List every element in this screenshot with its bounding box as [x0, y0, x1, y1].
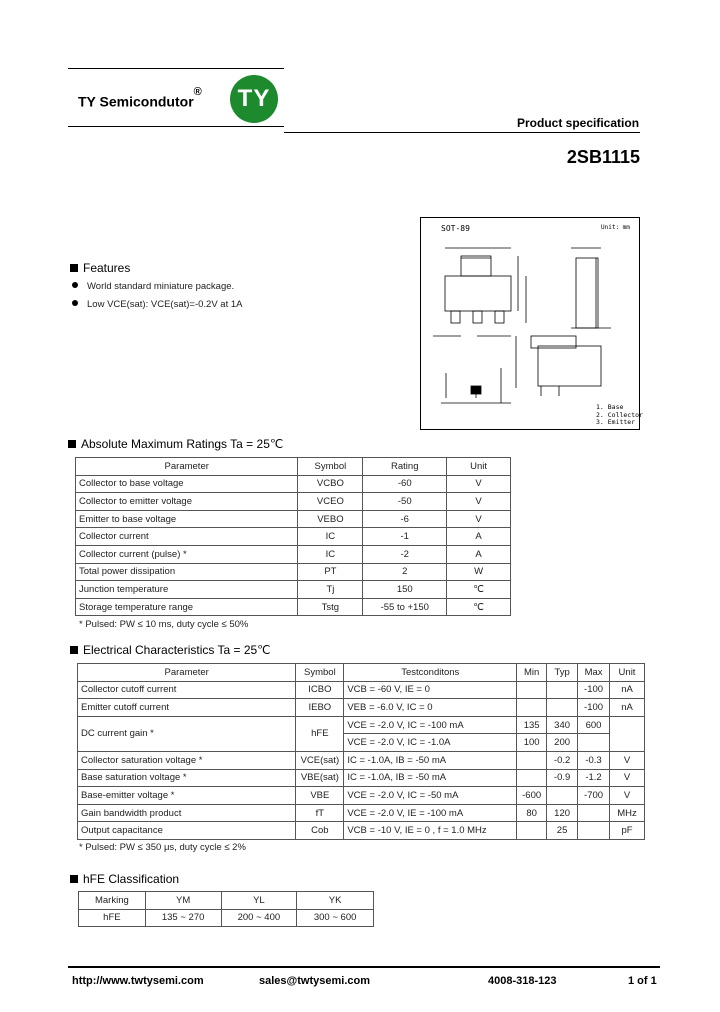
- table-cell: VCBO: [298, 475, 363, 493]
- table-row: [76, 545, 511, 563]
- table-cell: VCB = -10 V, IE = 0 , f = 1.0 MHz: [344, 822, 517, 840]
- features-heading: [70, 261, 130, 275]
- table-cell: Tj: [298, 581, 363, 599]
- table-cell: ℃: [447, 598, 511, 616]
- square-bullet-icon: [70, 646, 78, 654]
- table-cell: -0.9: [547, 769, 578, 787]
- table-cell: Collector current (pulse) *: [76, 545, 298, 563]
- col-header: Testconditons: [344, 664, 517, 682]
- table-cell: Output capacitance: [78, 822, 296, 840]
- table-row: [76, 510, 511, 528]
- table-cell: Base-emitter voltage *: [78, 787, 296, 805]
- pin-legend-collector: 2. Collector: [596, 410, 643, 419]
- table-cell: Emitter cutoff current: [78, 699, 296, 717]
- table-cell: -700: [578, 787, 610, 805]
- hfe-header-cell: YK: [297, 892, 374, 910]
- table-cell: -2: [363, 545, 447, 563]
- package-unit: Unit: mm: [601, 224, 630, 231]
- table-cell: -0.2: [547, 751, 578, 769]
- footer-website[interactable]: http://www.twtysemi.com: [72, 975, 204, 987]
- table-cell: hFE: [296, 716, 344, 751]
- part-number: 2SB1115: [566, 147, 640, 167]
- table-row: [76, 475, 511, 493]
- table-cell: Junction temperature: [76, 581, 298, 599]
- table-cell: V: [447, 510, 511, 528]
- table-cell: Base saturation voltage *: [78, 769, 296, 787]
- table-header-row: [79, 892, 374, 910]
- hfe-title: hFE Classification: [83, 872, 180, 886]
- hfe-cell: hFE: [79, 909, 146, 927]
- table-cell: Total power dissipation: [76, 563, 298, 581]
- round-bullet-icon: [72, 282, 78, 288]
- table-cell: VCB = -60 V, IE = 0: [344, 681, 517, 699]
- table-cell: 120: [547, 804, 578, 822]
- table-cell: IC = -1.0A, IB = -50 mA: [344, 769, 517, 787]
- feature-text: World standard miniature package.: [87, 281, 235, 292]
- table-row: [78, 769, 645, 787]
- table-cell: DC current gain *: [78, 716, 296, 751]
- table-cell: VEBO: [298, 510, 363, 528]
- table-row: [78, 699, 645, 717]
- table-cell: IC: [298, 528, 363, 546]
- table-cell: VCE = -2.0 V, IE = -100 mA: [344, 804, 517, 822]
- table-cell: 200: [547, 734, 578, 752]
- table-row: [79, 909, 374, 927]
- table-cell: 2: [363, 563, 447, 581]
- table-cell: [517, 699, 547, 717]
- hfe-header-cell: YL: [221, 892, 297, 910]
- company-logo: TY: [230, 75, 278, 123]
- table-cell: VCE = -2.0 V, IC = -50 mA: [344, 787, 517, 805]
- abs-max-heading: [68, 437, 283, 451]
- table-cell: [517, 681, 547, 699]
- footer-page: 1 of 1: [628, 975, 657, 987]
- pin-legend: [596, 404, 643, 427]
- col-header: Parameter: [78, 664, 296, 682]
- hfe-header-cell: YM: [145, 892, 221, 910]
- table-cell: Emitter to base voltage: [76, 510, 298, 528]
- table-row: [76, 581, 511, 599]
- table-cell: Collector saturation voltage *: [78, 751, 296, 769]
- header-rule-left: [68, 126, 284, 127]
- table-cell: [547, 699, 578, 717]
- features-title: Features: [83, 261, 131, 275]
- table-cell: V: [610, 769, 645, 787]
- table-cell: [547, 681, 578, 699]
- table-cell: -55 to +150: [363, 598, 447, 616]
- feature-item: [72, 281, 234, 292]
- table-cell: 150: [363, 581, 447, 599]
- table-cell: Storage temperature range: [76, 598, 298, 616]
- feature-item: [72, 299, 243, 310]
- col-header: Unit: [610, 664, 645, 682]
- table-row: [78, 751, 645, 769]
- table-cell: 25: [547, 822, 578, 840]
- table-cell: VEB = -6.0 V, IC = 0: [344, 699, 517, 717]
- table-cell: [578, 804, 610, 822]
- table-cell: 100: [517, 734, 547, 752]
- table-cell: -60: [363, 475, 447, 493]
- col-header: Symbol: [296, 664, 344, 682]
- table-row: [78, 787, 645, 805]
- abs-max-title: Absolute Maximum Ratings Ta = 25℃: [81, 437, 284, 451]
- table-cell: Collector to base voltage: [76, 475, 298, 493]
- table-row: [76, 528, 511, 546]
- table-cell: VBE(sat): [296, 769, 344, 787]
- table-cell: [578, 734, 610, 752]
- table-header-row: [76, 458, 511, 476]
- square-bullet-icon: [70, 264, 78, 272]
- table-row: [78, 822, 645, 840]
- table-row: [78, 716, 645, 734]
- table-cell: -100: [578, 681, 610, 699]
- table-cell: Collector to emitter voltage: [76, 493, 298, 511]
- hfe-cell: 135 ~ 270: [145, 909, 221, 927]
- table-cell: VCE = -2.0 V, IC = -100 mA: [344, 716, 517, 734]
- table-cell: VCE = -2.0 V, IC = -1.0A: [344, 734, 517, 752]
- table-cell: W: [447, 563, 511, 581]
- table-cell: 600: [578, 716, 610, 734]
- product-specification: Product specification: [517, 116, 640, 130]
- table-cell: A: [447, 528, 511, 546]
- table-cell: Tstg: [298, 598, 363, 616]
- table-cell: [517, 769, 547, 787]
- table-header-row: [78, 664, 645, 682]
- table-cell: VCE(sat): [296, 751, 344, 769]
- table-cell: fT: [296, 804, 344, 822]
- table-cell: -50: [363, 493, 447, 511]
- table-cell: [610, 716, 645, 751]
- table-cell: V: [447, 493, 511, 511]
- round-bullet-icon: [72, 300, 78, 306]
- table-cell: nA: [610, 681, 645, 699]
- table-cell: 135: [517, 716, 547, 734]
- table-cell: -100: [578, 699, 610, 717]
- hfe-header-cell: Marking: [79, 892, 146, 910]
- table-cell: PT: [298, 563, 363, 581]
- table-cell: [547, 787, 578, 805]
- table-cell: V: [610, 787, 645, 805]
- elec-heading: [70, 643, 271, 657]
- table-cell: Cob: [296, 822, 344, 840]
- package-drawing: [420, 217, 643, 430]
- hfe-cell: 200 ~ 400: [221, 909, 297, 927]
- pin-legend-emitter: 3. Emitter: [596, 418, 636, 426]
- square-bullet-icon: [70, 875, 78, 883]
- header-rule-top: [68, 68, 284, 69]
- table-cell: 340: [547, 716, 578, 734]
- table-cell: IEBO: [296, 699, 344, 717]
- elec-note: * Pulsed: PW ≤ 350 μs, duty cycle ≤ 2%: [79, 842, 246, 853]
- col-header: Symbol: [298, 458, 363, 476]
- table-cell: -0.3: [578, 751, 610, 769]
- abs-max-note: * Pulsed: PW ≤ 10 ms, duty cycle ≤ 50%: [79, 619, 249, 630]
- table-cell: pF: [610, 822, 645, 840]
- table-cell: V: [447, 475, 511, 493]
- table-cell: VCEO: [298, 493, 363, 511]
- square-bullet-icon: [68, 440, 76, 448]
- table-cell: [517, 751, 547, 769]
- table-cell: -1: [363, 528, 447, 546]
- package-outline-drawing: [421, 218, 639, 429]
- table-row: [76, 493, 511, 511]
- table-cell: Collector cutoff current: [78, 681, 296, 699]
- table-cell: Collector current: [76, 528, 298, 546]
- registered-mark: ®: [193, 86, 202, 98]
- table-cell: Gain bandwidth product: [78, 804, 296, 822]
- col-header: Min: [517, 664, 547, 682]
- table-cell: ICBO: [296, 681, 344, 699]
- col-header: Parameter: [76, 458, 298, 476]
- table-cell: nA: [610, 699, 645, 717]
- table-cell: -6: [363, 510, 447, 528]
- table-cell: [578, 822, 610, 840]
- table-cell: IC: [298, 545, 363, 563]
- table-cell: A: [447, 545, 511, 563]
- col-header: Unit: [447, 458, 511, 476]
- elec-title: Electrical Characteristics Ta = 25℃: [83, 643, 271, 657]
- table-cell: 80: [517, 804, 547, 822]
- footer-phone: 4008-318-123: [488, 975, 557, 987]
- hfe-heading: [70, 872, 179, 886]
- table-row: [76, 563, 511, 581]
- table-cell: MHz: [610, 804, 645, 822]
- company-name: [78, 86, 202, 110]
- table-cell: V: [610, 751, 645, 769]
- hfe-cell: 300 ~ 600: [297, 909, 374, 927]
- footer-email[interactable]: sales@twtysemi.com: [259, 975, 370, 987]
- header-rule-right: [284, 132, 640, 133]
- table-cell: IC = -1.0A, IB = -50 mA: [344, 751, 517, 769]
- table-cell: ℃: [447, 581, 511, 599]
- elec-table: [77, 663, 645, 840]
- table-row: [78, 681, 645, 699]
- feature-text: Low VCE(sat): VCE(sat)=-0.2V at 1A: [87, 299, 243, 310]
- col-header: Max: [578, 664, 610, 682]
- table-cell: -600: [517, 787, 547, 805]
- table-cell: VBE: [296, 787, 344, 805]
- hfe-table: [78, 891, 374, 927]
- col-header: Rating: [363, 458, 447, 476]
- table-row: [76, 598, 511, 616]
- pin-legend-base: 1. Base: [596, 403, 624, 411]
- company-text: TY Semicondutor: [78, 93, 194, 110]
- table-row: [78, 804, 645, 822]
- table-cell: [517, 822, 547, 840]
- package-name: SOT-89: [441, 224, 470, 233]
- table-cell: -1.2: [578, 769, 610, 787]
- footer-rule: [68, 966, 660, 968]
- abs-max-table: [75, 457, 511, 616]
- col-header: Typ: [547, 664, 578, 682]
